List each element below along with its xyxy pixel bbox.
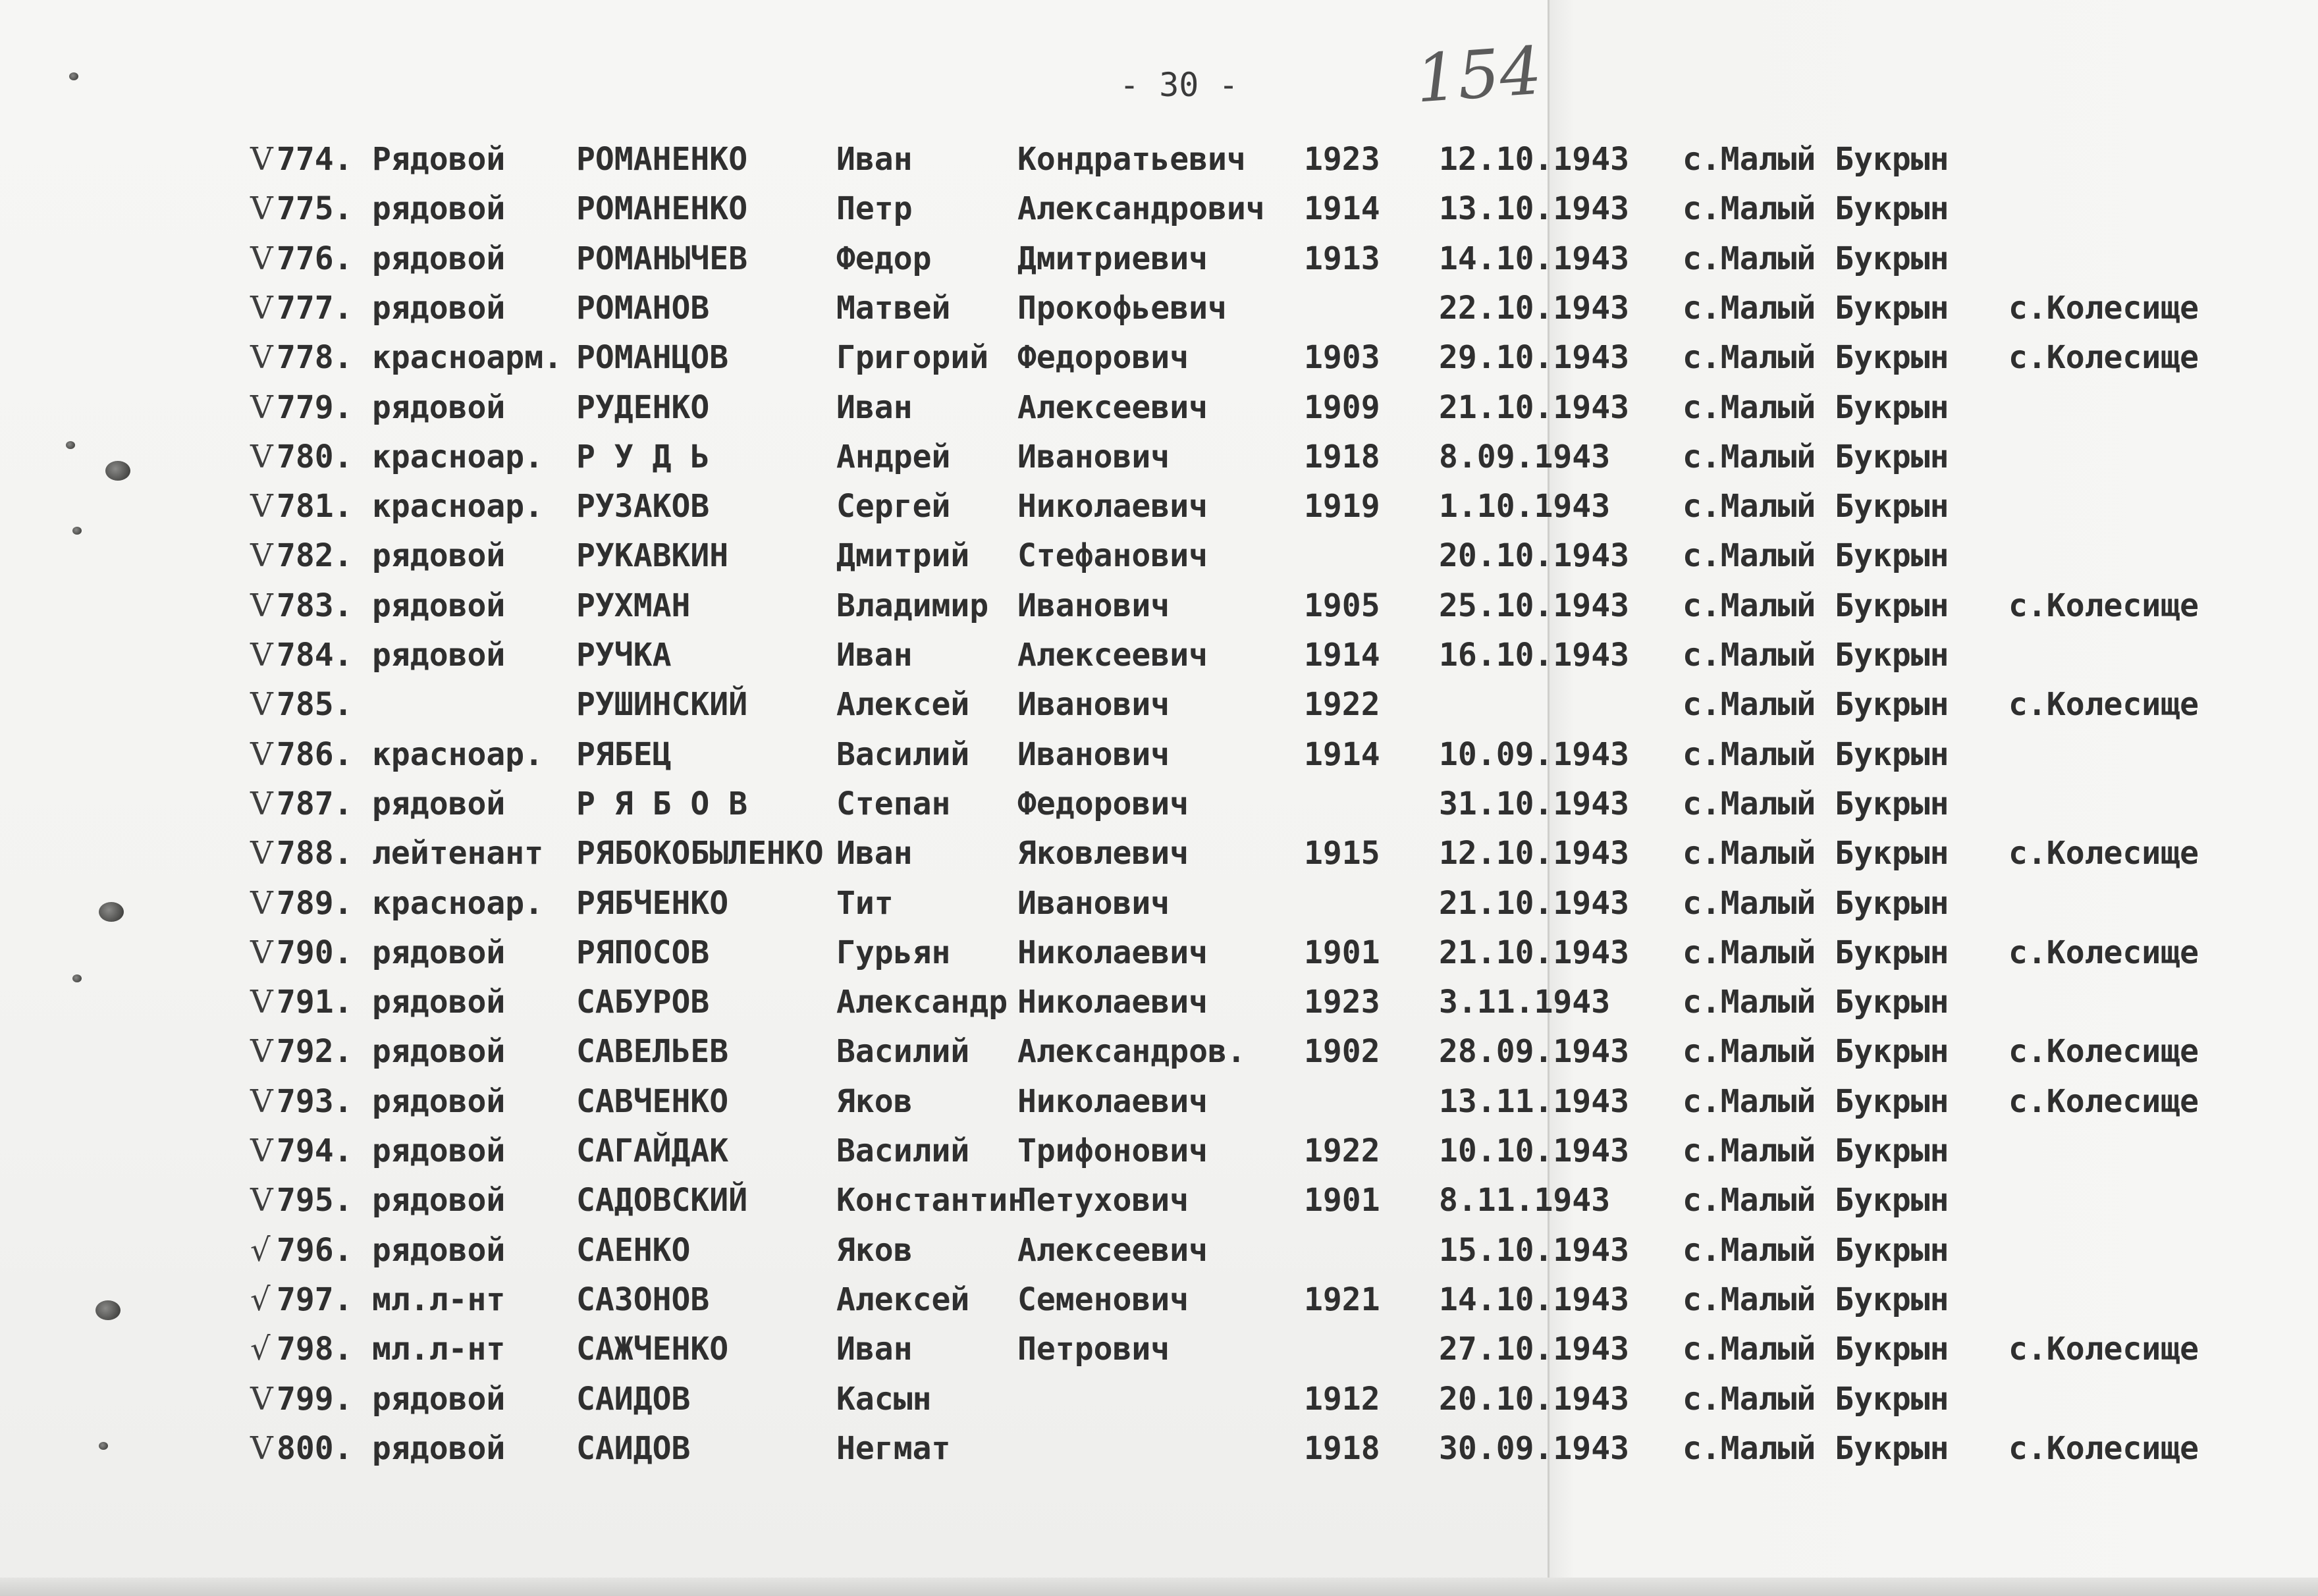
first-name: Федор: [836, 240, 932, 277]
record-number: 797.: [277, 1281, 353, 1318]
check-mark: V: [250, 686, 273, 724]
birth-year: 1915: [1304, 835, 1380, 872]
record-row: [0, 531, 2318, 581]
patronymic: Иванович: [1017, 735, 1170, 773]
rank: рядовой: [372, 1033, 506, 1071]
first-name: Иван: [836, 1331, 913, 1368]
burial-place: с.Малый Букрын: [1683, 1082, 1949, 1120]
record-number: 791.: [277, 984, 353, 1021]
record-row: [0, 978, 2318, 1027]
record-row: [0, 928, 2318, 978]
record-row: [0, 1176, 2318, 1225]
burial-place: с.Малый Букрын: [1683, 488, 1949, 525]
first-name: Матвей: [836, 289, 951, 327]
patronymic: Дмитриевич: [1017, 240, 1208, 277]
death-date: 8.09.1943: [1439, 438, 1611, 475]
surname: САИДОВ: [576, 1429, 691, 1467]
record-row: [0, 829, 2318, 878]
rank: рядовой: [372, 1182, 506, 1219]
archive-page-number: 154: [1413, 32, 1544, 118]
record-row: [0, 1375, 2318, 1424]
reburial-place: с.Колесище: [2008, 686, 2199, 724]
record-row: [0, 1424, 2318, 1474]
burial-place: с.Малый Букрын: [1683, 1182, 1949, 1219]
reburial-place: с.Колесище: [2008, 587, 2199, 624]
rank: рядовой: [372, 1380, 506, 1418]
birth-year: 1914: [1304, 190, 1380, 228]
record-number: 779.: [277, 388, 353, 426]
record-row: [0, 234, 2318, 284]
birth-year: 1912: [1304, 1380, 1380, 1418]
burial-place: с.Малый Букрын: [1683, 190, 1949, 228]
birth-year: 1923: [1304, 141, 1380, 178]
record-number: 793.: [277, 1082, 353, 1120]
birth-year: 1901: [1304, 934, 1380, 971]
record-row: [0, 879, 2318, 928]
surname: РУШИНСКИЙ: [576, 686, 748, 724]
patronymic: Александрович: [1017, 190, 1265, 228]
check-mark: V: [250, 1082, 273, 1120]
record-number: 778.: [277, 339, 353, 377]
burial-place: с.Малый Букрын: [1683, 537, 1949, 575]
surname: РОМАНЕНКО: [576, 190, 748, 228]
surname: РУХМАН: [576, 587, 691, 624]
check-mark: V: [250, 1182, 273, 1219]
record-row: [0, 383, 2318, 433]
first-name: Касын: [836, 1380, 932, 1418]
record-number: 799.: [277, 1380, 353, 1418]
surname: РОМАНЫЧЕВ: [576, 240, 748, 277]
record-number: 795.: [277, 1182, 353, 1219]
reburial-place: с.Колесище: [2008, 1082, 2199, 1120]
record-number: 777.: [277, 289, 353, 327]
first-name: Алексей: [836, 686, 970, 724]
burial-place: с.Малый Букрын: [1683, 1331, 1949, 1368]
death-date: 29.10.1943: [1439, 339, 1629, 377]
surname: САВЧЕНКО: [576, 1082, 729, 1120]
burial-place: с.Малый Букрын: [1683, 1231, 1949, 1269]
check-mark: V: [250, 1380, 273, 1418]
record-row: [0, 284, 2318, 333]
patronymic: Алексеевич: [1017, 388, 1208, 426]
check-mark: √: [250, 1331, 271, 1368]
death-date: 20.10.1943: [1439, 537, 1629, 575]
first-name: Тит: [836, 884, 894, 922]
burial-place: с.Малый Букрын: [1683, 141, 1949, 178]
check-mark: V: [250, 438, 273, 475]
burial-place: с.Малый Букрын: [1683, 1132, 1949, 1169]
birth-year: 1909: [1304, 388, 1380, 426]
rank: рядовой: [372, 1429, 506, 1467]
death-date: 12.10.1943: [1439, 835, 1629, 872]
rank: рядовой: [372, 388, 506, 426]
burial-place: с.Малый Букрын: [1683, 785, 1949, 822]
rank: рядовой: [372, 934, 506, 971]
record-number: 776.: [277, 240, 353, 277]
patronymic: Алексеевич: [1017, 1231, 1208, 1269]
birth-year: 1918: [1304, 1429, 1380, 1467]
first-name: Дмитрий: [836, 537, 970, 575]
record-number: 774.: [277, 141, 353, 178]
rank: красноар.: [372, 735, 544, 773]
check-mark: V: [250, 1132, 273, 1169]
burial-place: с.Малый Букрын: [1683, 1033, 1949, 1071]
check-mark: V: [250, 984, 273, 1021]
check-mark: √: [250, 1281, 271, 1318]
patronymic: Николаевич: [1017, 1082, 1208, 1120]
birth-year: 1902: [1304, 1033, 1380, 1071]
rank: красноар.: [372, 488, 544, 525]
death-date: 10.09.1943: [1439, 735, 1629, 773]
record-row: [0, 433, 2318, 482]
surname: РОМАНЕНКО: [576, 141, 748, 178]
surname: РУДЕНКО: [576, 388, 710, 426]
first-name: Петр: [836, 190, 913, 228]
burial-place: с.Малый Букрын: [1683, 587, 1949, 624]
surname: РЯБЕЦ: [576, 735, 672, 773]
surname: РУЧКА: [576, 637, 672, 674]
death-date: 22.10.1943: [1439, 289, 1629, 327]
burial-place: с.Малый Букрын: [1683, 686, 1949, 724]
death-date: 13.11.1943: [1439, 1082, 1629, 1120]
birth-year: 1923: [1304, 984, 1380, 1021]
surname: САЖЧЕНКО: [576, 1331, 729, 1368]
record-row: [0, 1077, 2318, 1127]
rank: рядовой: [372, 587, 506, 624]
rank: рядовой: [372, 289, 506, 327]
first-name: Иван: [836, 388, 913, 426]
record-row: [0, 1275, 2318, 1325]
record-row: [0, 184, 2318, 234]
burial-place: с.Малый Букрын: [1683, 240, 1949, 277]
birth-year: 1922: [1304, 1132, 1380, 1169]
first-name: Иван: [836, 835, 913, 872]
surname: Р Я Б О В: [576, 785, 748, 822]
record-number: 798.: [277, 1331, 353, 1368]
birth-year: 1914: [1304, 735, 1380, 773]
surname: РУЗАКОВ: [576, 488, 710, 525]
first-name: Владимир: [836, 587, 989, 624]
rank: мл.л-нт: [372, 1281, 506, 1318]
first-name: Иван: [836, 141, 913, 178]
rank: рядовой: [372, 1132, 506, 1169]
record-row: [0, 680, 2318, 730]
burial-place: с.Малый Букрын: [1683, 884, 1949, 922]
death-date: 21.10.1943: [1439, 934, 1629, 971]
surname: САГАЙДАК: [576, 1132, 729, 1169]
rank: рядовой: [372, 190, 506, 228]
death-date: 10.10.1943: [1439, 1132, 1629, 1169]
first-name: Негмат: [836, 1429, 951, 1467]
burial-place: с.Малый Букрын: [1683, 1380, 1949, 1418]
rank: красноарм.: [372, 339, 562, 377]
rank: рядовой: [372, 1082, 506, 1120]
birth-year: 1918: [1304, 438, 1380, 475]
check-mark: V: [250, 1033, 273, 1071]
rank: рядовой: [372, 240, 506, 277]
first-name: Алексей: [836, 1281, 970, 1318]
surname: САБУРОВ: [576, 984, 710, 1021]
patronymic: Алексеевич: [1017, 637, 1208, 674]
record-row: [0, 730, 2318, 780]
burial-place: с.Малый Букрын: [1683, 388, 1949, 426]
record-number: 775.: [277, 190, 353, 228]
rank: рядовой: [372, 785, 506, 822]
burial-place: с.Малый Букрын: [1683, 438, 1949, 475]
patronymic: Петрович: [1017, 1331, 1170, 1368]
death-date: 21.10.1943: [1439, 388, 1629, 426]
patronymic: Прокофьевич: [1017, 289, 1227, 327]
death-date: 16.10.1943: [1439, 637, 1629, 674]
death-date: 14.10.1943: [1439, 1281, 1629, 1318]
record-row: [0, 135, 2318, 184]
record-row: [0, 482, 2318, 531]
check-mark: V: [250, 735, 273, 773]
reburial-place: с.Колесище: [2008, 1429, 2199, 1467]
surname: РЯБОКОБЫЛЕНКО: [576, 835, 824, 872]
death-date: 8.11.1943: [1439, 1182, 1611, 1219]
surname: САЗОНОВ: [576, 1281, 710, 1318]
rank: красноар.: [372, 884, 544, 922]
record-number: 786.: [277, 735, 353, 773]
patronymic: Семенович: [1017, 1281, 1189, 1318]
record-number: 794.: [277, 1132, 353, 1169]
record-row: [0, 1226, 2318, 1275]
death-date: 25.10.1943: [1439, 587, 1629, 624]
first-name: Иван: [836, 637, 913, 674]
patronymic: Петухович: [1017, 1182, 1189, 1219]
reburial-place: с.Колесище: [2008, 1033, 2199, 1071]
reburial-place: с.Колесище: [2008, 1331, 2199, 1368]
death-date: 12.10.1943: [1439, 141, 1629, 178]
death-date: 15.10.1943: [1439, 1231, 1629, 1269]
birth-year: 1921: [1304, 1281, 1380, 1318]
first-name: Василий: [836, 1132, 970, 1169]
record-row: [0, 1027, 2318, 1077]
death-date: 1.10.1943: [1439, 488, 1611, 525]
check-mark: V: [250, 835, 273, 872]
patronymic: Трифонович: [1017, 1132, 1208, 1169]
first-name: Константин: [836, 1182, 1027, 1219]
reburial-place: с.Колесище: [2008, 339, 2199, 377]
rank: лейтенант: [372, 835, 544, 872]
record-number: 787.: [277, 785, 353, 822]
rank: красноар.: [372, 438, 544, 475]
record-row: [0, 333, 2318, 383]
check-mark: V: [250, 785, 273, 822]
birth-year: 1922: [1304, 686, 1380, 724]
reburial-place: с.Колесище: [2008, 289, 2199, 327]
first-name: Сергей: [836, 488, 951, 525]
birth-year: 1913: [1304, 240, 1380, 277]
reburial-place: с.Колесище: [2008, 934, 2199, 971]
rank: рядовой: [372, 637, 506, 674]
check-mark: V: [250, 141, 273, 178]
record-number: 784.: [277, 637, 353, 674]
surname: РУКАВКИН: [576, 537, 729, 575]
rank: Рядовой: [372, 141, 506, 178]
patronymic: Николаевич: [1017, 488, 1208, 525]
patronymic: Федорович: [1017, 785, 1189, 822]
birth-year: 1919: [1304, 488, 1380, 525]
check-mark: V: [250, 388, 273, 426]
birth-year: 1903: [1304, 339, 1380, 377]
record-number: 785.: [277, 686, 353, 724]
first-name: Яков: [836, 1082, 913, 1120]
patronymic: Николаевич: [1017, 934, 1208, 971]
patronymic: Иванович: [1017, 438, 1170, 475]
first-name: Василий: [836, 735, 970, 773]
burial-place: с.Малый Букрын: [1683, 735, 1949, 773]
surname: САВЕЛЬЕВ: [576, 1033, 729, 1071]
record-number: 780.: [277, 438, 353, 475]
check-mark: V: [250, 488, 273, 525]
first-name: Гурьян: [836, 934, 951, 971]
record-row: [0, 631, 2318, 680]
patronymic: Стефанович: [1017, 537, 1208, 575]
record-number: 788.: [277, 835, 353, 872]
record-number: 792.: [277, 1033, 353, 1071]
check-mark: V: [250, 637, 273, 674]
burial-place: с.Малый Букрын: [1683, 835, 1949, 872]
rank: рядовой: [372, 537, 506, 575]
patronymic: Иванович: [1017, 686, 1170, 724]
surname: РЯБЧЕНКО: [576, 884, 729, 922]
surname: САИДОВ: [576, 1380, 691, 1418]
birth-year: 1914: [1304, 637, 1380, 674]
page-number: - 30 -: [1119, 66, 1239, 104]
check-mark: √: [250, 1231, 271, 1269]
burial-place: с.Малый Букрын: [1683, 1281, 1949, 1318]
death-date: 3.11.1943: [1439, 984, 1611, 1021]
reburial-place: с.Колесище: [2008, 835, 2199, 872]
record-number: 800.: [277, 1429, 353, 1467]
first-name: Григорий: [836, 339, 989, 377]
check-mark: V: [250, 339, 273, 377]
record-number: 782.: [277, 537, 353, 575]
check-mark: V: [250, 934, 273, 971]
burial-place: с.Малый Букрын: [1683, 339, 1949, 377]
burial-place: с.Малый Букрын: [1683, 637, 1949, 674]
check-mark: V: [250, 1429, 273, 1467]
surname: РОМАНЦОВ: [576, 339, 729, 377]
patronymic: Николаевич: [1017, 984, 1208, 1021]
check-mark: V: [250, 537, 273, 575]
death-date: 31.10.1943: [1439, 785, 1629, 822]
death-date: 13.10.1943: [1439, 190, 1629, 228]
record-number: 790.: [277, 934, 353, 971]
patronymic: Александров.: [1017, 1033, 1246, 1071]
patronymic: Яковлевич: [1017, 835, 1189, 872]
patronymic: Иванович: [1017, 884, 1170, 922]
record-number: 789.: [277, 884, 353, 922]
check-mark: V: [250, 884, 273, 922]
burial-place: с.Малый Букрын: [1683, 289, 1949, 327]
first-name: Степан: [836, 785, 951, 822]
surname: САДОВСКИЙ: [576, 1182, 748, 1219]
death-date: 20.10.1943: [1439, 1380, 1629, 1418]
check-mark: V: [250, 587, 273, 624]
record-number: 781.: [277, 488, 353, 525]
surname: САЕНКО: [576, 1231, 691, 1269]
record-row: [0, 780, 2318, 829]
surname: Р У Д Ь: [576, 438, 710, 475]
first-name: Александр: [836, 984, 1008, 1021]
patronymic: Иванович: [1017, 587, 1170, 624]
death-date: 21.10.1943: [1439, 884, 1629, 922]
record-row: [0, 1127, 2318, 1176]
record-row: [0, 581, 2318, 631]
rank: мл.л-нт: [372, 1331, 506, 1368]
death-date: 28.09.1943: [1439, 1033, 1629, 1071]
check-mark: V: [250, 240, 273, 277]
rank: рядовой: [372, 1231, 506, 1269]
death-date: 30.09.1943: [1439, 1429, 1629, 1467]
rank: рядовой: [372, 984, 506, 1021]
birth-year: 1905: [1304, 587, 1380, 624]
birth-year: 1901: [1304, 1182, 1380, 1219]
first-name: Андрей: [836, 438, 951, 475]
record-number: 783.: [277, 587, 353, 624]
first-name: Яков: [836, 1231, 913, 1269]
check-mark: V: [250, 289, 273, 327]
record-row: [0, 1325, 2318, 1374]
surname: РЯПОСОВ: [576, 934, 710, 971]
burial-place: с.Малый Букрын: [1683, 1429, 1949, 1467]
surname: РОМАНОВ: [576, 289, 710, 327]
first-name: Василий: [836, 1033, 970, 1071]
death-date: 14.10.1943: [1439, 240, 1629, 277]
death-date: 27.10.1943: [1439, 1331, 1629, 1368]
burial-place: с.Малый Букрын: [1683, 984, 1949, 1021]
patronymic: Кондратьевич: [1017, 141, 1246, 178]
check-mark: V: [250, 190, 273, 228]
record-number: 796.: [277, 1231, 353, 1269]
patronymic: Федорович: [1017, 339, 1189, 377]
burial-place: с.Малый Букрын: [1683, 934, 1949, 971]
